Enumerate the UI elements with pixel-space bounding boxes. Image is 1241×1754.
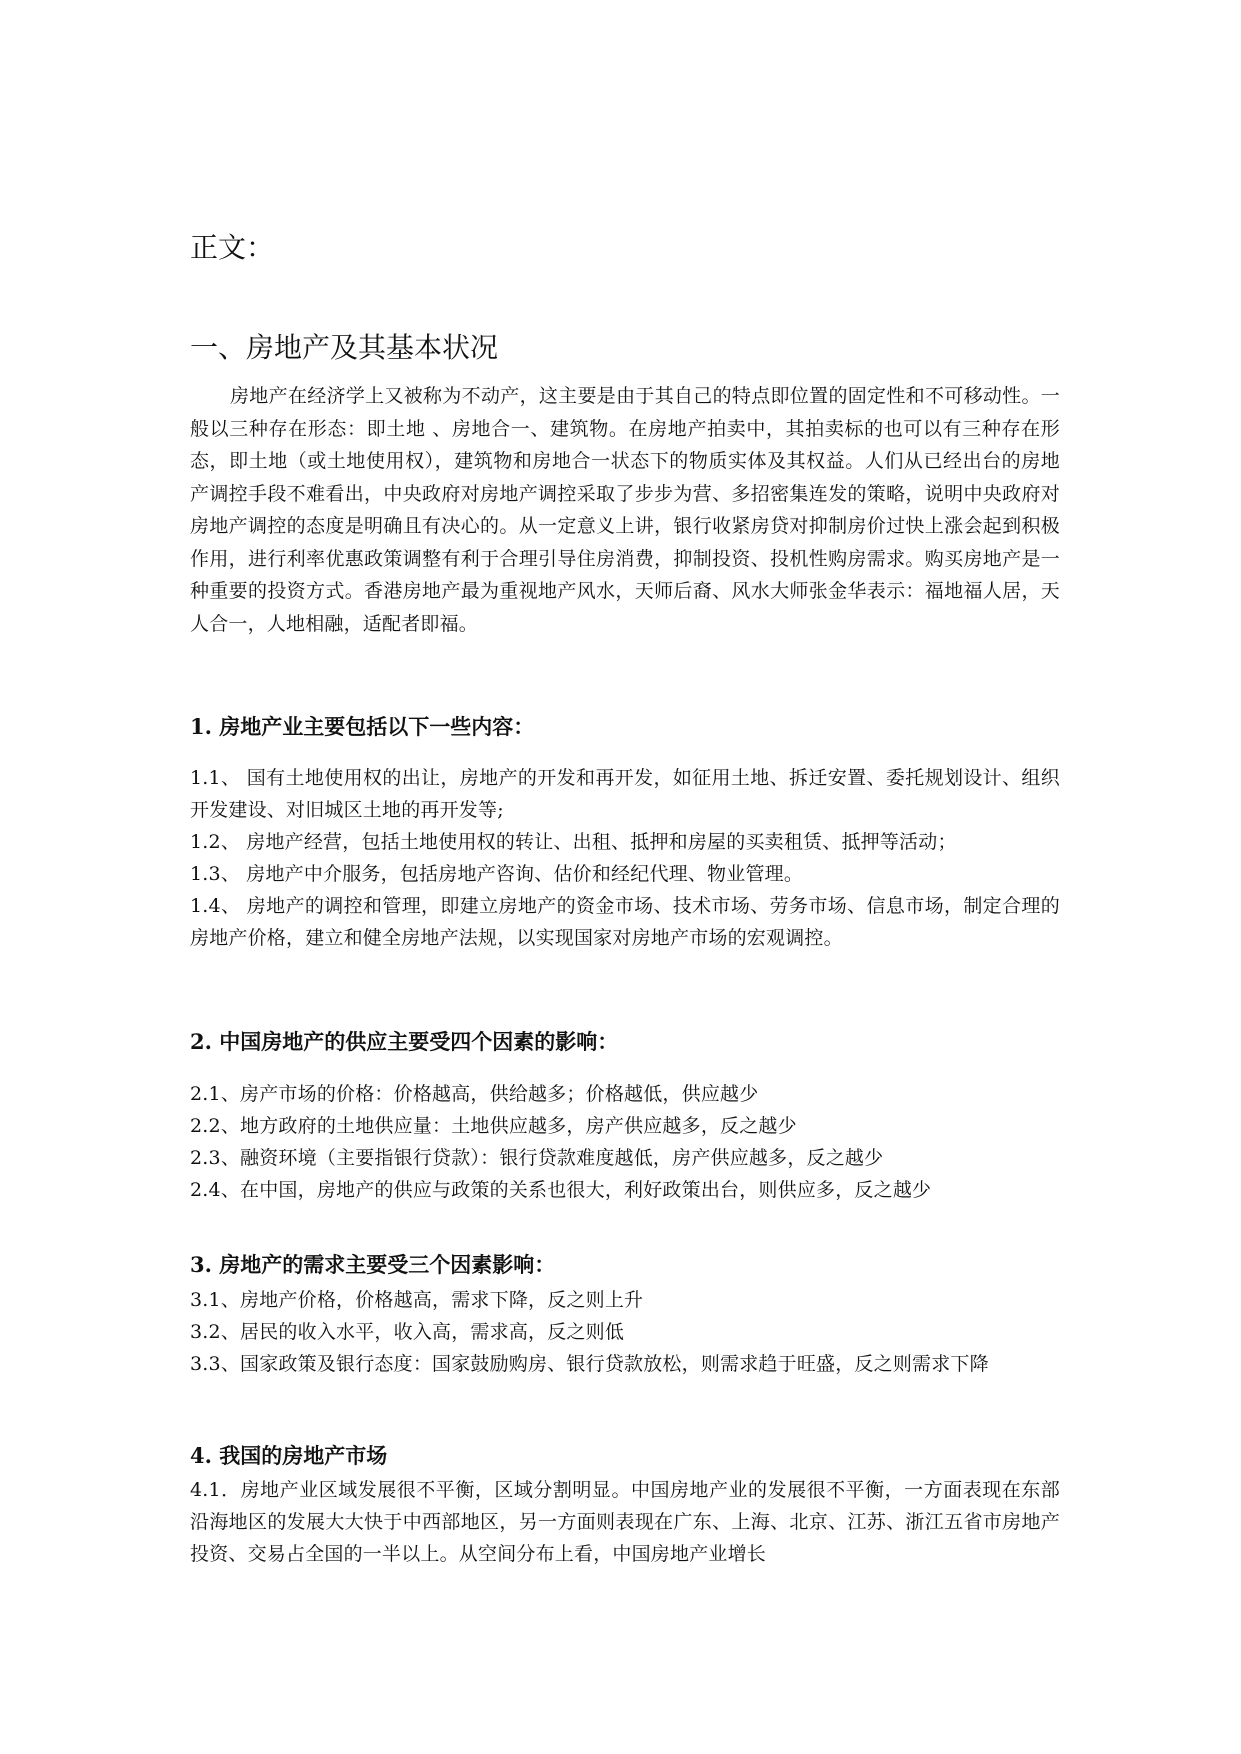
subsection-list-4 bbox=[190, 1474, 1060, 1570]
list-item: 1.4、 房地产的调控和管理，即建立房地产的资金市场、技术市场、劳务市场、信息市场，制定合理的房地产价格，建立和健全房地产法规，以实现国家对房地产市场的宏观调控。 bbox=[190, 895, 1060, 949]
list-item: 4.1．房地产业区域发展很不平衡，区域分割明显。中国房地产业的发展很不平衡，一方面表现在东部沿海地区的发展大大快于中西部地区，另一方面则表现在广东、上海、北京、江苏、浙江五省市房地产投资、交易占全国的一半以上。从空间分布上看，中国房地产业增长 bbox=[190, 1479, 1060, 1565]
list-item: 2.3、融资环境（主要指银行贷款）：银行贷款难度越低，房产供应越多，反之越少 bbox=[190, 1147, 884, 1169]
intro-paragraph: 房地产在经济学上又被称为不动产，这主要是由于其自己的特点即位置的固定性和不可移动性。一般以三种存在形态：即土地 、房地合一、建筑物。在房地产拍卖中，其拍卖标的也可以有三种存在形态，即土地（或土地使用权），建筑物和房地合一状态下的物质实体及其权益。人们从已经出台的房地产调控手段不难看出，中央政府对房地产调控采取了步步为营、多招密集连发的策略，说明中央政府对房地产调控的态度是明确且有决心的。从一定意义上讲，银行收紧房贷对抑制房价过快上涨会起到积极作用，进行利率优惠政策调整有利于合理引导住房消费，抑制投资、投机性购房需求。购买房地产是一种重要的投资方式。香港房地产最为重视地产风水，天师后裔、风水大师张金华表示：福地福人居，天人合一，人地相融，适配者即福。 bbox=[190, 385, 1060, 635]
section-title: 一、房地产及其基本状况 bbox=[190, 331, 499, 364]
main-title: 正文： bbox=[190, 231, 275, 264]
subsection-list-1 bbox=[190, 762, 1060, 954]
subsection-title-4: 4. 我国的房地产市场 bbox=[190, 1443, 388, 1468]
list-item: 3.3、国家政策及银行态度：国家鼓励购房、银行贷款放松，则需求趋于旺盛，反之则需求下降 bbox=[190, 1353, 989, 1375]
subsection-title-3: 3. 房地产的需求主要受三个因素影响： bbox=[190, 1252, 556, 1277]
list-item: 2.2、地方政府的土地供应量：土地供应越多，房产供应越多，反之越少 bbox=[190, 1115, 797, 1137]
list-item: 3.2、居民的收入水平，收入高，需求高，反之则低 bbox=[190, 1321, 625, 1343]
list-item: 2.1、房产市场的价格：价格越高，供给越多；价格越低，供应越少 bbox=[190, 1083, 759, 1105]
list-item: 1.2、 房地产经营，包括土地使用权的转让、出租、抵押和房屋的买卖租赁、抵押等活动； bbox=[190, 831, 957, 853]
subsection-title-2: 2. 中国房地产的供应主要受四个因素的影响： bbox=[190, 1029, 619, 1054]
subsection-title-1: 1. 房地产业主要包括以下一些内容： bbox=[190, 714, 535, 739]
list-item: 1.1、 国有土地使用权的出让，房地产的开发和再开发，如征用土地、拆迁安置、委托规划设计、组织开发建设、对旧城区土地的再开发等; bbox=[190, 767, 1060, 821]
list-item: 2.4、在中国，房地产的供应与政策的关系也很大，利好政策出台，则供应多，反之越少 bbox=[190, 1179, 932, 1201]
subsection-list-2 bbox=[190, 1078, 1060, 1206]
subsection-list-3 bbox=[190, 1284, 1060, 1380]
list-item: 3.1、房地产价格，价格越高，需求下降，反之则上升 bbox=[190, 1289, 644, 1311]
list-item: 1.3、 房地产中介服务，包括房地产咨询、估价和经纪代理、物业管理。 bbox=[190, 863, 804, 885]
